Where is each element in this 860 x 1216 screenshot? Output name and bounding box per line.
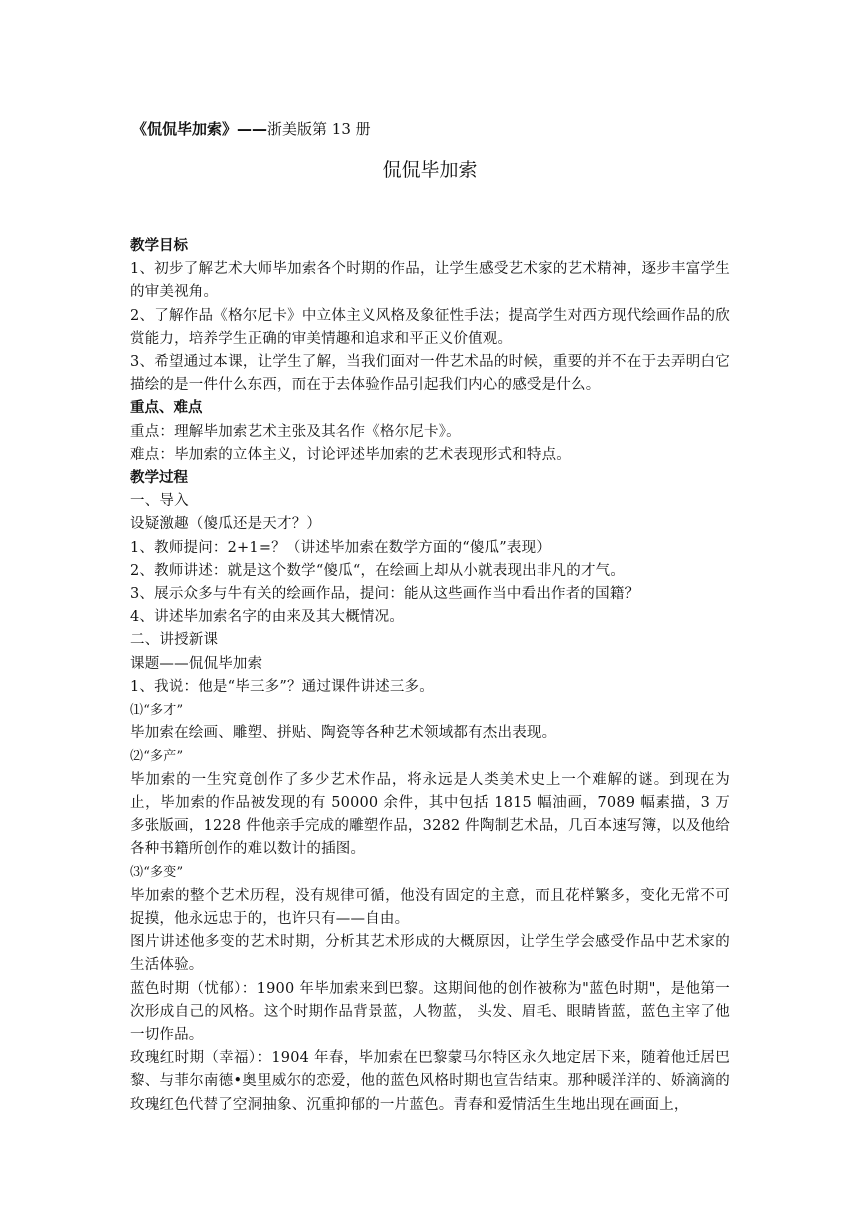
process-item: 2、教师讲述：就是这个数学“傻瓜“，在绘画上却从小就表现出非凡的才气。 xyxy=(130,562,626,579)
process-item: 一、导入 xyxy=(130,493,189,510)
goal-item: 3、希望通过本课，让学生了解，当我们面对一件艺术品的时候，重要的并不在于去弄明白它描绘的是一件什么东西，而在于去体验作品引起我们内心的感受是什么。 xyxy=(130,354,730,394)
document-page xyxy=(130,118,730,1117)
section-heading-key-points: 重点、难点 xyxy=(130,400,203,417)
header-line xyxy=(132,118,730,140)
process-item: 毕加索在绘画、雕塑、拼贴、陶瓷等各种艺术领域都有杰出表现。 xyxy=(130,725,557,742)
process-item: 蓝色时期（忧郁）：1900 年毕加索来到巴黎。这期间他的创作被称为"蓝色时期"，是他第一次形成自己的风格。这个时期作品背景蓝，人物蓝， 头发、眉毛、眼睛皆蓝，蓝色主宰了他一切作品。 xyxy=(130,980,730,1043)
document-body xyxy=(130,235,730,1117)
process-item: 3、展示众多与牛有关的绘画作品，提问：能从这些画作当中看出作者的国籍？ xyxy=(130,586,640,603)
process-item: 毕加索的一生究竟创作了多少艺术作品，将永远是人类美术史上一个难解的谜。到现在为止，毕加索的作品被发现的有 50000 余件，其中包括 1815 幅油画，7089 幅素描，3 万多张版画，1228 件他亲手完成的雕塑作品，3282 件陶制艺术品，几百本速写簿，以及他给各种书籍所创作的难以数计的插图。 xyxy=(130,771,730,858)
process-item: 1、教师提问：2+1=？（讲述毕加索在数学方面的“傻瓜”表现） xyxy=(130,539,551,556)
goal-item: 2、了解作品《格尔尼卡》中立体主义风格及象征性手法；提高学生对西方现代绘画作品的欣赏能力，培养学生正确的审美情趣和追求和平正义价值观。 xyxy=(130,307,730,347)
key-point-item: 难点：毕加索的立体主义，讨论评述毕加索的艺术表现形式和特点。 xyxy=(130,446,571,463)
process-item: 4、讲述毕加索名字的由来及其大概情况。 xyxy=(130,609,405,626)
goal-item: 1、初步了解艺术大师毕加索各个时期的作品，让学生感受艺术家的艺术精神，逐步丰富学生的审美视角。 xyxy=(130,261,730,301)
page-title: 侃侃毕加索 xyxy=(382,159,478,181)
section-heading-goals: 教学目标 xyxy=(130,238,188,254)
key-point-item: 重点：理解毕加索艺术主张及其名作《格尔尼卡》。 xyxy=(130,423,461,440)
process-item: 图片讲述他多变的艺术时期，分析其艺术形成的大概原因，让学生学会感受作品中艺术家的生活体验。 xyxy=(130,934,730,974)
process-item: 课题——侃侃毕加索 xyxy=(130,655,263,672)
process-item: 二、讲授新课 xyxy=(130,632,219,649)
process-item: 毕加索的整个艺术历程，没有规律可循，他没有固定的主意，而且花样繁多，变化无常不可捉摸，他永远忠于的，也许只有——自由。 xyxy=(130,887,730,927)
process-item: 玫瑰红时期（幸福）：1904 年春，毕加索在巴黎蒙马尔特区永久地定居下来，随着他迁居巴黎、与菲尔南德•奥里威尔的恋爱，他的蓝色风格时期也宣告结束。那种暖洋洋的、娇滴滴的玫瑰红色代替了空洞抽象、沉重抑郁的一片蓝色。青春和爱情活生生地出现在画面上， xyxy=(130,1050,730,1113)
process-subheading: ⑵“多产” xyxy=(130,749,184,765)
process-subheading: ⑶“多变” xyxy=(130,865,184,881)
section-heading-process: 教学过程 xyxy=(130,470,188,487)
edition-label: 浙美版第 13 册 xyxy=(267,120,371,138)
process-item: 1、我说：他是“毕三多”？通过课件讲述三多。 xyxy=(130,678,434,695)
process-subheading: ⑴“多才” xyxy=(130,703,184,719)
book-title: 《侃侃毕加索》—— xyxy=(132,120,268,138)
process-item: 设疑激趣（傻瓜还是天才？） xyxy=(130,516,322,533)
